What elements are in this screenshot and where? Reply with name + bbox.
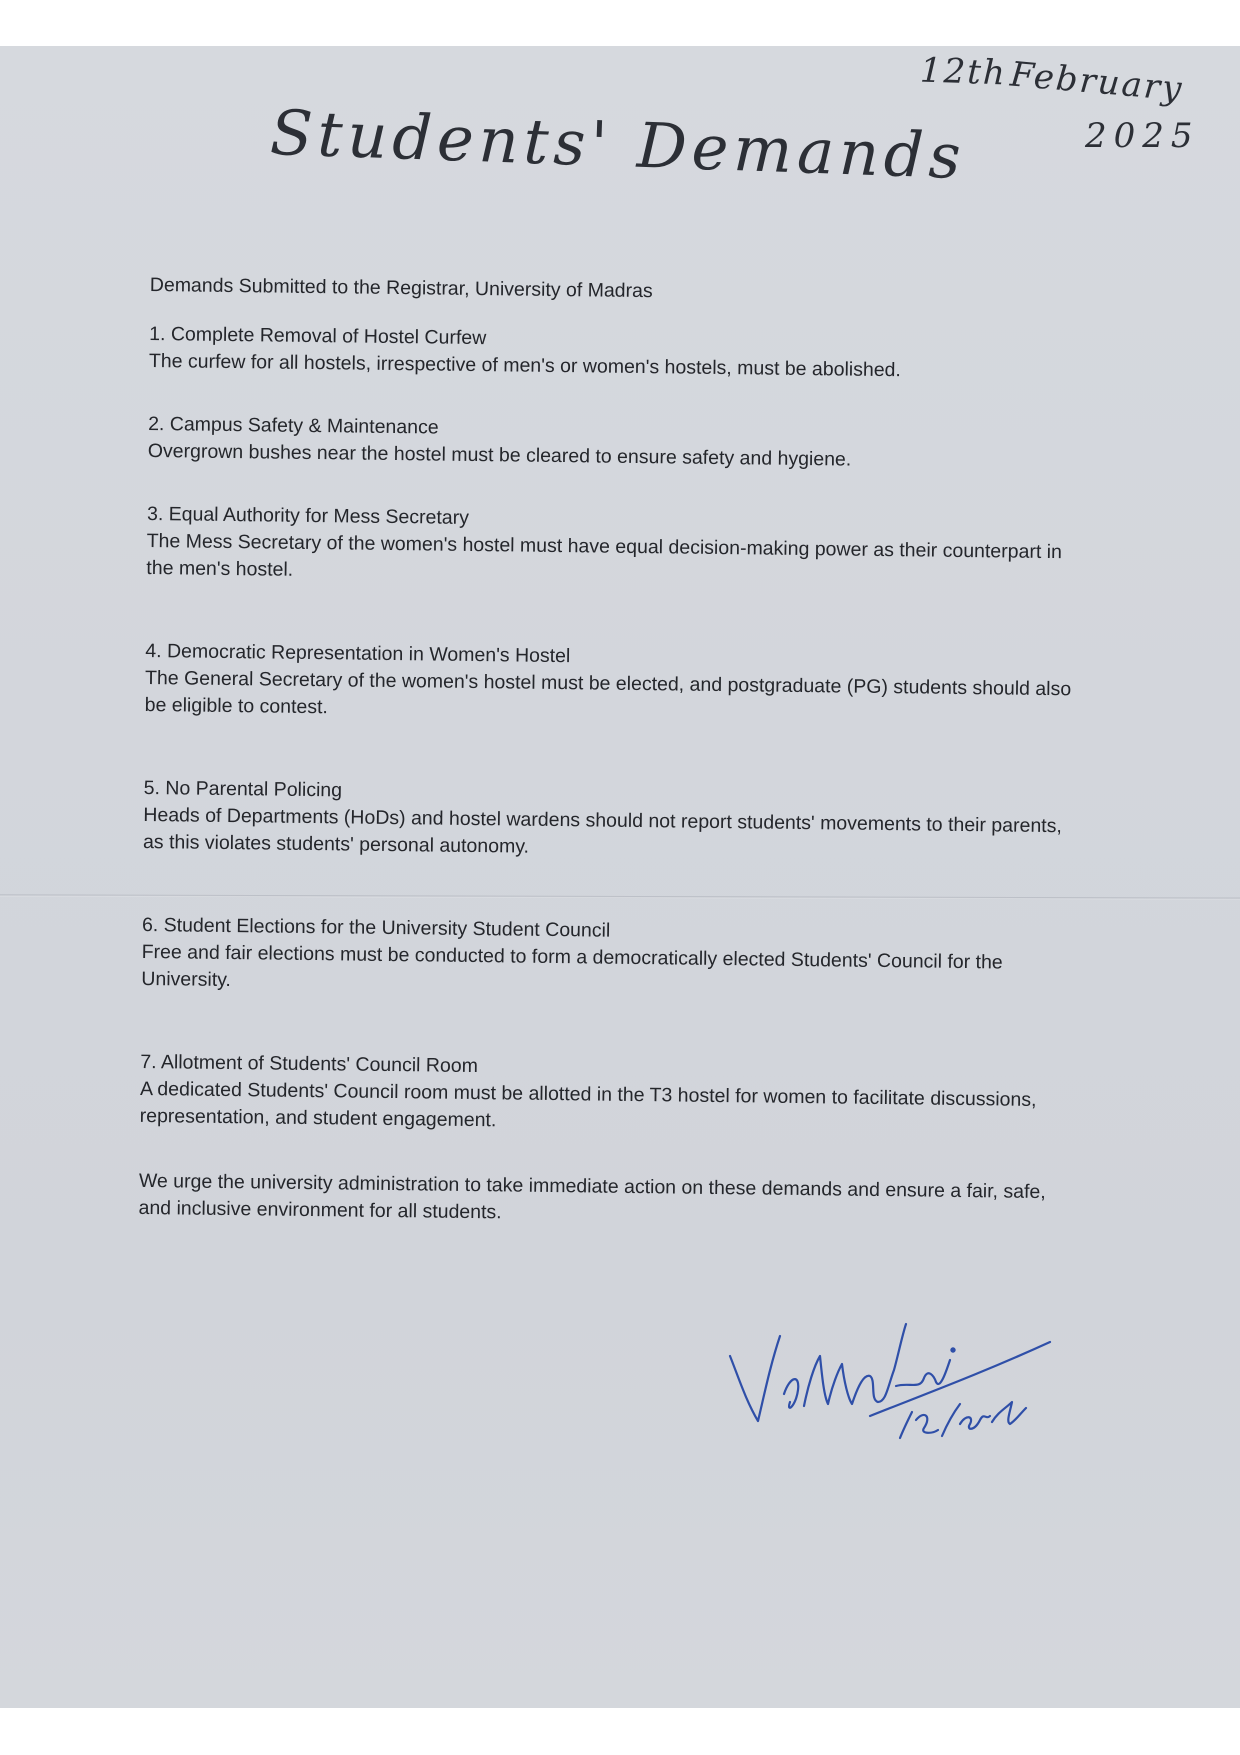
demand-title: 5. No Parental Policing [143,776,343,802]
demand-title: 4. Democratic Representation in Women's Hostel [145,639,571,668]
demand-title: 2. Campus Safety & Maintenance [148,412,439,439]
handwritten-date-year: 2025 [1085,116,1200,156]
demand-title: 3. Equal Authority for Mess Secretary [146,502,470,529]
paper-sheet [0,46,1240,1708]
handwritten-date-month: February [1008,54,1185,110]
demand-title: 6. Student Elections for the University Student Council [141,913,611,942]
intro-line: Demands Submitted to the Registrar, University of Madras [149,273,653,303]
demand-item [141,912,1082,1004]
closing-statement: We urge the university administration to take immediate action on these demands and ensure a fair, safe, and inclusive environment for all students. [138,1169,1046,1224]
handwritten-title: Students' Demands [268,95,967,194]
demand-title: 7. Allotment of Students' Council Room [140,1050,479,1078]
demand-body: The curfew for all hostels, irrespective of men's or women's hostels, must be abolished. [148,349,902,382]
demand-item [148,411,1089,476]
demand-item [145,638,1086,730]
demand-body: A dedicated Students' Council room must be allotted in the T3 hostel for women to facilitate discussions, representation, and student engagement. [139,1077,1037,1132]
demands-body [138,272,1090,1253]
demand-item [149,321,1090,386]
demand-item [140,1049,1081,1141]
demand-body: The General Secretary of the women's hostel must be elected, and postgraduate (PG) students should also be eligible to contest. [144,666,1072,719]
demand-body: Heads of Departments (HoDs) and hostel wardens should not report students' movements to their parents, as this violates students' personal autonomy. [142,803,1062,858]
signature [720,1316,1060,1456]
handwritten-date-day: 12th [919,50,1008,94]
demand-body: Overgrown bushes near the hostel must be cleared to ensure safety and hygiene. [147,439,852,471]
demand-item [143,775,1084,867]
demand-body: Free and fair elections must be conducted to form a democratically elected Students' Council for the University. [141,940,1003,992]
demand-body: The Mess Secretary of the women's hostel must have equal decision-making power as their counterpart in the men's hostel. [146,529,1063,581]
demand-item [146,501,1087,593]
demand-title: 1. Complete Removal of Hostel Curfew [149,322,487,350]
